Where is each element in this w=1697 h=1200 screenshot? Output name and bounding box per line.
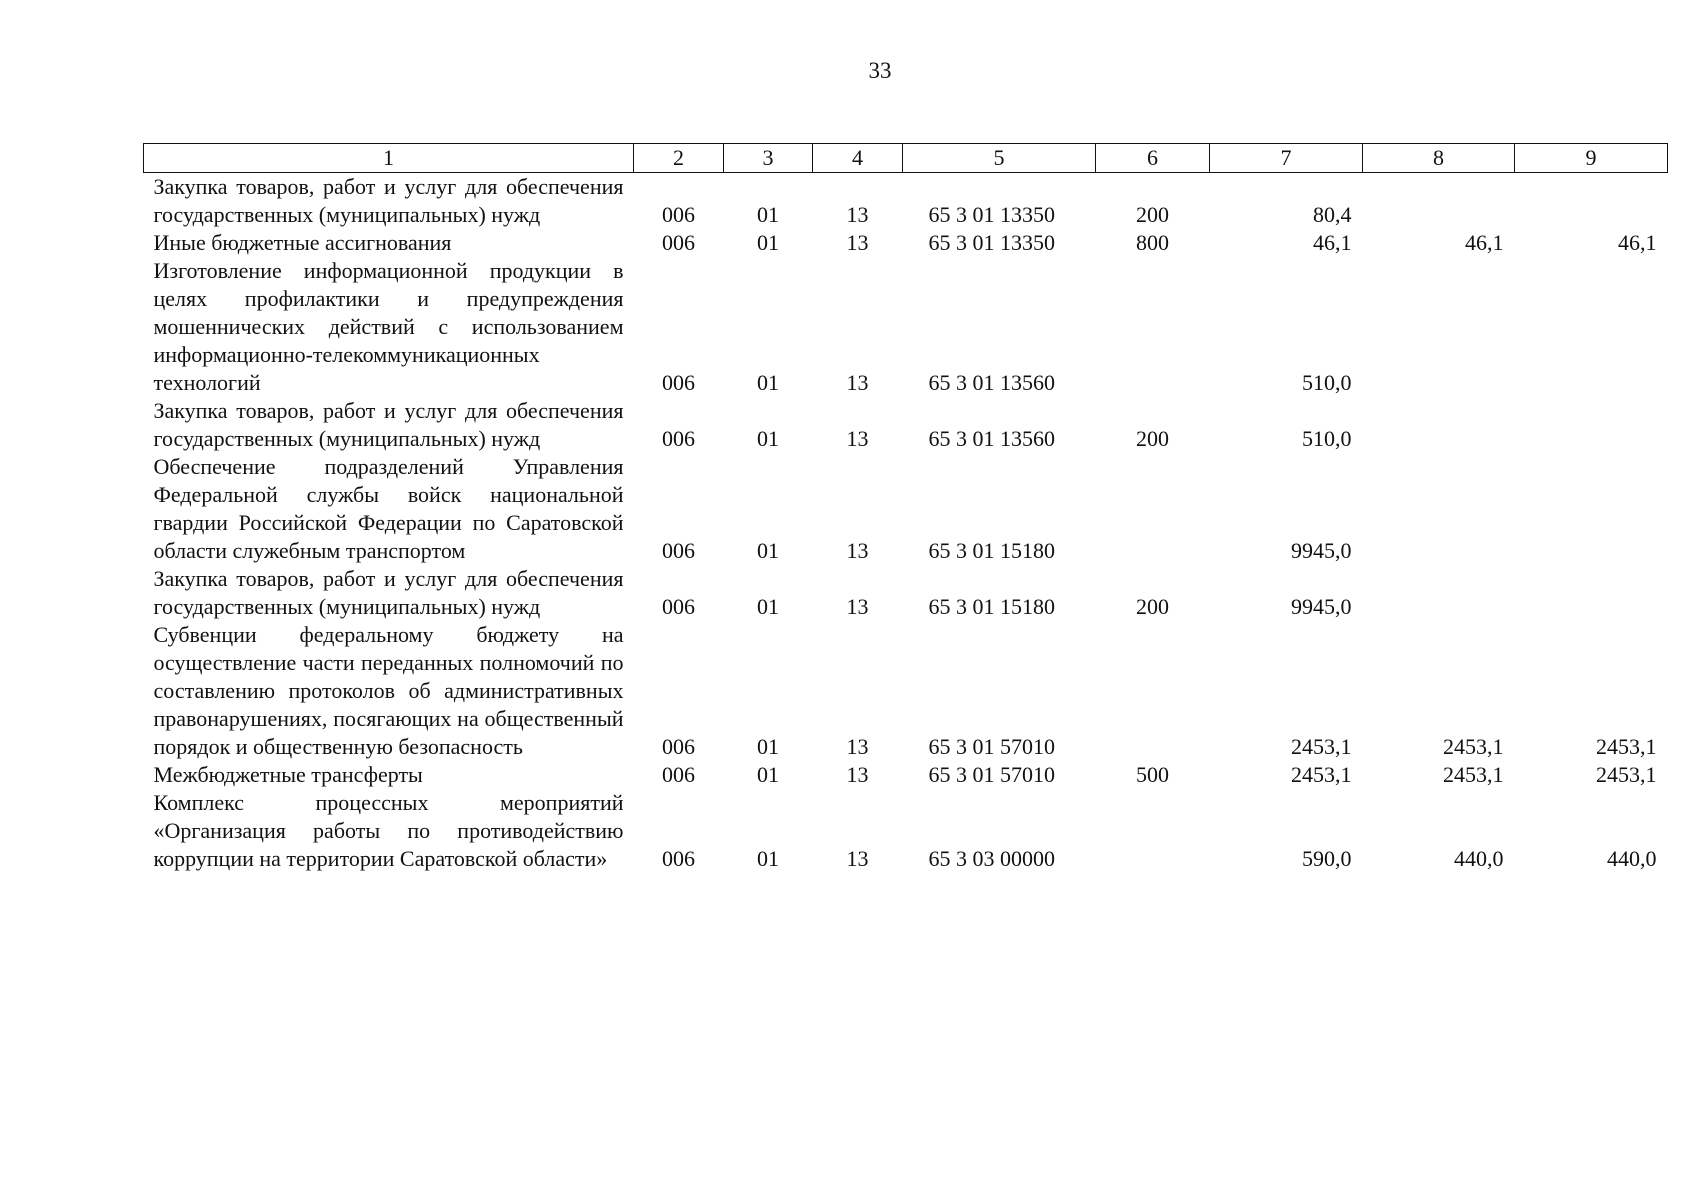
row-ministry-code: 006: [662, 594, 695, 619]
table-row: [144, 453, 1668, 565]
table-row: [144, 761, 1668, 789]
row-amount-2: [1363, 397, 1515, 453]
row-amount-3: 440,0: [1607, 846, 1657, 871]
row-target-article: 65 3 01 13560: [928, 370, 1055, 395]
row-target-article: 65 3 01 13350: [928, 230, 1055, 255]
table-row: [144, 229, 1668, 257]
row-amount-1: 80,4: [1313, 202, 1352, 227]
header-col-4: 4: [813, 144, 903, 173]
row-target-article: 65 3 01 13560: [928, 426, 1055, 451]
row-subsection: 13: [846, 734, 869, 759]
header-col-1: 1: [144, 144, 634, 173]
row-section: 01: [757, 846, 779, 871]
row-amount-1: 510,0: [1302, 370, 1352, 395]
row-expense-type: [1096, 789, 1210, 873]
row-target-article: 65 3 01 57010: [928, 762, 1055, 787]
row-subsection: 13: [846, 762, 869, 787]
row-amount-2: [1363, 565, 1515, 621]
row-amount-1: 9945,0: [1291, 538, 1352, 563]
row-amount-3: [1515, 173, 1668, 230]
row-name: Изготовление информационной продукции в целях профилактики и предупреждения мошеннических действий с использованием информационно-телекоммуникационных технологий: [153, 258, 624, 395]
table-row: [144, 565, 1668, 621]
header-col-5: 5: [903, 144, 1096, 173]
header-col-9: 9: [1515, 144, 1668, 173]
row-subsection: 13: [846, 846, 869, 871]
row-amount-1: 2453,1: [1291, 762, 1352, 787]
row-name: Закупка товаров, работ и услуг для обеспечения государственных (муниципальных) нужд: [153, 174, 624, 227]
row-amount-3: [1515, 565, 1668, 621]
row-ministry-code: 006: [662, 426, 695, 451]
row-amount-3: [1515, 257, 1668, 397]
row-amount-1: 510,0: [1302, 426, 1352, 451]
row-amount-2: 440,0: [1454, 846, 1504, 871]
row-subsection: 13: [846, 538, 869, 563]
row-section: 01: [757, 230, 779, 255]
row-target-article: 65 3 01 13350: [928, 202, 1055, 227]
header-col-7: 7: [1210, 144, 1363, 173]
row-ministry-code: 006: [662, 202, 695, 227]
row-ministry-code: 006: [662, 230, 695, 255]
row-expense-type: [1096, 621, 1210, 761]
row-amount-3: 46,1: [1618, 230, 1657, 255]
row-ministry-code: 006: [662, 734, 695, 759]
table-row: [144, 621, 1668, 761]
row-ministry-code: 006: [662, 370, 695, 395]
row-section: 01: [757, 370, 779, 395]
row-amount-3: [1515, 397, 1668, 453]
row-subsection: 13: [846, 202, 869, 227]
row-amount-1: 9945,0: [1291, 594, 1352, 619]
row-amount-2: [1363, 173, 1515, 230]
row-amount-1: 2453,1: [1291, 734, 1352, 759]
row-section: 01: [757, 762, 779, 787]
row-amount-3: 2453,1: [1596, 762, 1657, 787]
row-expense-type: 500: [1136, 762, 1169, 787]
row-section: 01: [757, 426, 779, 451]
row-section: 01: [757, 202, 779, 227]
page-number: 33: [868, 58, 892, 83]
row-subsection: 13: [846, 426, 869, 451]
row-subsection: 13: [846, 594, 869, 619]
table-row: [144, 397, 1668, 453]
table-row: [144, 257, 1668, 397]
table-row: [144, 789, 1668, 873]
row-amount-1: 46,1: [1313, 230, 1352, 255]
budget-table: [143, 143, 1668, 873]
row-ministry-code: 006: [662, 762, 695, 787]
row-target-article: 65 3 01 15180: [928, 594, 1055, 619]
row-section: 01: [757, 594, 779, 619]
row-expense-type: 200: [1136, 594, 1169, 619]
row-subsection: 13: [846, 230, 869, 255]
row-amount-2: 2453,1: [1443, 762, 1504, 787]
header-col-8: 8: [1363, 144, 1515, 173]
row-ministry-code: 006: [662, 538, 695, 563]
row-name: Закупка товаров, работ и услуг для обеспечения государственных (муниципальных) нужд: [153, 398, 624, 451]
row-amount-2: 46,1: [1465, 230, 1504, 255]
row-name: Субвенции федеральному бюджету на осуществление части переданных полномочий по составлению протоколов об административных правонарушениях, посягающих на общественный порядок и общественную безопасность: [153, 622, 624, 759]
row-expense-type: 800: [1136, 230, 1169, 255]
row-expense-type: 200: [1136, 202, 1169, 227]
row-amount-1: 590,0: [1302, 846, 1352, 871]
row-name: Межбюджетные трансферты: [153, 762, 423, 787]
row-name: Иные бюджетные ассигнования: [153, 230, 452, 255]
row-name: Закупка товаров, работ и услуг для обеспечения государственных (муниципальных) нужд: [153, 566, 624, 619]
row-section: 01: [757, 538, 779, 563]
row-name: Комплекс процессных мероприятий «Организация работы по противодействию коррупции на территории Саратовской области»: [153, 790, 624, 871]
header-col-6: 6: [1096, 144, 1210, 173]
row-target-article: 65 3 01 57010: [928, 734, 1055, 759]
row-amount-3: 2453,1: [1596, 734, 1657, 759]
row-expense-type: [1096, 453, 1210, 565]
row-amount-3: [1515, 453, 1668, 565]
table-row: [144, 173, 1668, 230]
row-target-article: 65 3 03 00000: [928, 846, 1055, 871]
header-col-2: 2: [634, 144, 724, 173]
header-col-3: 3: [724, 144, 813, 173]
row-amount-2: [1363, 257, 1515, 397]
row-amount-2: [1363, 453, 1515, 565]
row-ministry-code: 006: [662, 846, 695, 871]
row-section: 01: [757, 734, 779, 759]
row-amount-2: 2453,1: [1443, 734, 1504, 759]
row-name: Обеспечение подразделений Управления Федеральной службы войск национальной гвардии Российской Федерации по Саратовской области служебным транспортом: [153, 454, 624, 563]
row-target-article: 65 3 01 15180: [928, 538, 1055, 563]
header-row: [144, 144, 1668, 173]
row-expense-type: [1096, 257, 1210, 397]
row-subsection: 13: [846, 370, 869, 395]
row-expense-type: 200: [1136, 426, 1169, 451]
